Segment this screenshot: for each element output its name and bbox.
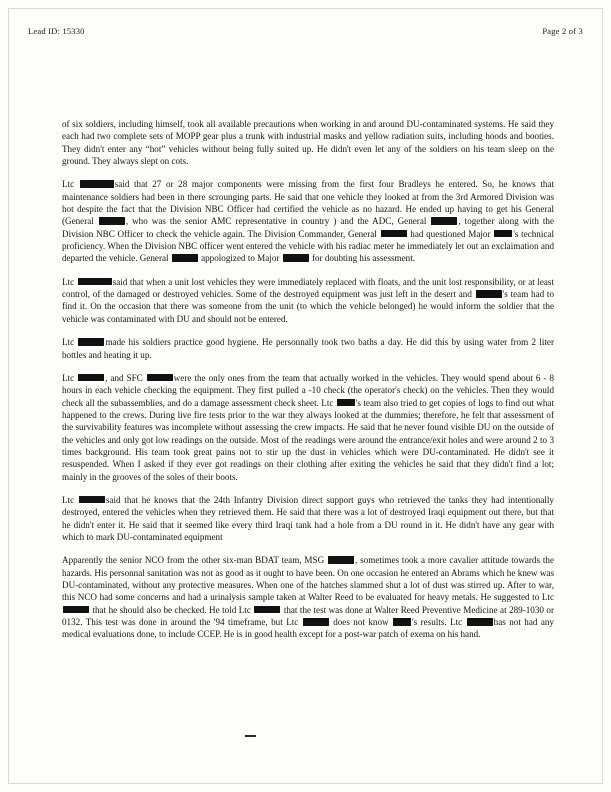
paragraph: Ltc said that when a unit lost vehicles they were immediately replaced with floats, and the unit lost responsibility, or at least control, of the damaged or destroyed vehicles. Some of the destroyed equipment was just left in the desert and 's team had to find it. On the occasion that there was someone from the unit (to which the vehicle belonged) he would inform the soldier that the vehicle was contaminated with DU and should not be entered. <box>62 276 555 324</box>
redaction-bar <box>78 278 112 286</box>
page-header <box>28 26 583 40</box>
redaction-bar <box>431 217 457 225</box>
redaction-bar <box>476 290 502 298</box>
redaction-bar <box>147 374 173 382</box>
page-number-label: Page 2 of 3 <box>542 26 583 36</box>
redaction-bar <box>381 230 407 238</box>
redaction-bar <box>80 180 114 188</box>
paragraph: Ltc said that 27 or 28 major components were missing from the first four Bradleys he entered. So, he knows that maintenance soldiers had been in there scrounging parts. He said that one vehicle they looked at from the 3rd Armored Division was hot despite the fact that the Division NBC Officer had certified the vehicle as no hazard. He ended up having to get his General (General , who was the senior AMC representative in country ) and the ADC, General , together along with the Division NBC Officer to check the vehicle again. The Division Commander, General had questioned Major 's technical proficiency. When the Division NBC officer went entered the vehicle with his radiac meter he immediately let out an exclaimation and departed the vehicle. General appologized to Major for doubting his assessment. <box>62 179 554 264</box>
page-bottom-mark <box>245 735 256 737</box>
redaction-bar <box>283 254 309 262</box>
paragraph: Ltc , and SFC were the only ones from the team that actually worked in the vehicles. They would spend about 6 - 8 hours in each vehicle checking the equipment. They first pulled a -10 check (the operator's check) on the vehicles. Then they would check all the subassemblies, and do a damage assessment check sheet. Ltc 's team also tried to get copies of logs to find out what happened to the crews. During live fire tests prior to the war they always looked at the dummies; therefore, he felt that assessment of the survivability features was incomplete without assessing the crew impacts. He said that he never found visible DU on the outside of the vehicles and only got low readings on the outside. Most of the readings were around the entrance/exit holes and were around 2 to 3 times background. His team took great pains not to stir up the dust in vehicles which were DU-contaminated. He didn't see it resuspended. When I asked if they ever got readings on their clothing after exiting the vehicles he said that they didn't find a lot; mainly in the grooves of the soles of their boots. <box>62 372 554 482</box>
redaction-bar <box>79 496 105 504</box>
document-body <box>62 118 554 641</box>
paragraph: of six soldiers, including himself, took all available precautions when working in and around DU-contaminated systems. He said they each had two complete sets of MOPP gear plus a trunk with industrial masks and yellow radiation suits, including hoods and booties. They didn't enter any “hot” vehicles without being fully suited up. He didn't even let any of the soldiers on his team sleep on the ground. They always slept on cots. <box>62 119 554 167</box>
paragraph: Ltc said that he knows that the 24th Infantry Division direct support guys who retrieved the tanks they had intentionally destroyed, entered the vehicles when they retrieved them. He said that there was a lot of destroyed Iraqi equipment out there, but that he didn't enter it. He said that it seemed like every third Iraqi tank had a hole from a DU round in it. He didn't have any gear with which to mark DU-contaminated equipment <box>62 494 554 542</box>
redaction-bar <box>172 254 198 262</box>
redaction-bar <box>337 399 355 407</box>
redaction-bar <box>99 217 125 225</box>
redaction-bar <box>467 618 493 626</box>
redaction-bar <box>63 606 89 614</box>
redaction-bar <box>328 556 354 564</box>
redaction-bar <box>303 618 329 626</box>
redaction-bar <box>494 230 512 238</box>
lead-id-label: Lead ID: 15330 <box>28 26 85 36</box>
redaction-bar <box>254 606 280 614</box>
paragraph: Apparently the senior NCO from the other six-man BDAT team, MSG , sometimes took a more cavalier attitude towards the hazards. His personnal sanitation was not as good as it ought to have been. On one occasion he entered an Abrams which he knew was DU-contaminated, without any protective measures. When one of the hatches slammed shut a lot of dust was stirred up. After to war, this NCO had some concerns and had a urinalysis sample taken at Walter Reed to be evaluated for heavy metals. He suggested to Ltc that he should also be checked. He told Ltc that the test was done at Walter Reed Preventive Medicine at 289-1030 or 0132. This test was done in around the '94 timeframe, but Ltc does not know 's results. Ltc has not had any medical evaluations done, to include CCEP. He is in good health except for a post-war patch of exema on his hand. <box>62 555 554 640</box>
redaction-bar <box>393 618 411 626</box>
redaction-bar <box>78 374 104 382</box>
paragraph: Ltc made his soldiers practice good hygiene. He personnally took two baths a day. He did this by using water from 2 liter bottles and heating it up. <box>62 337 554 360</box>
redaction-bar <box>78 338 104 346</box>
